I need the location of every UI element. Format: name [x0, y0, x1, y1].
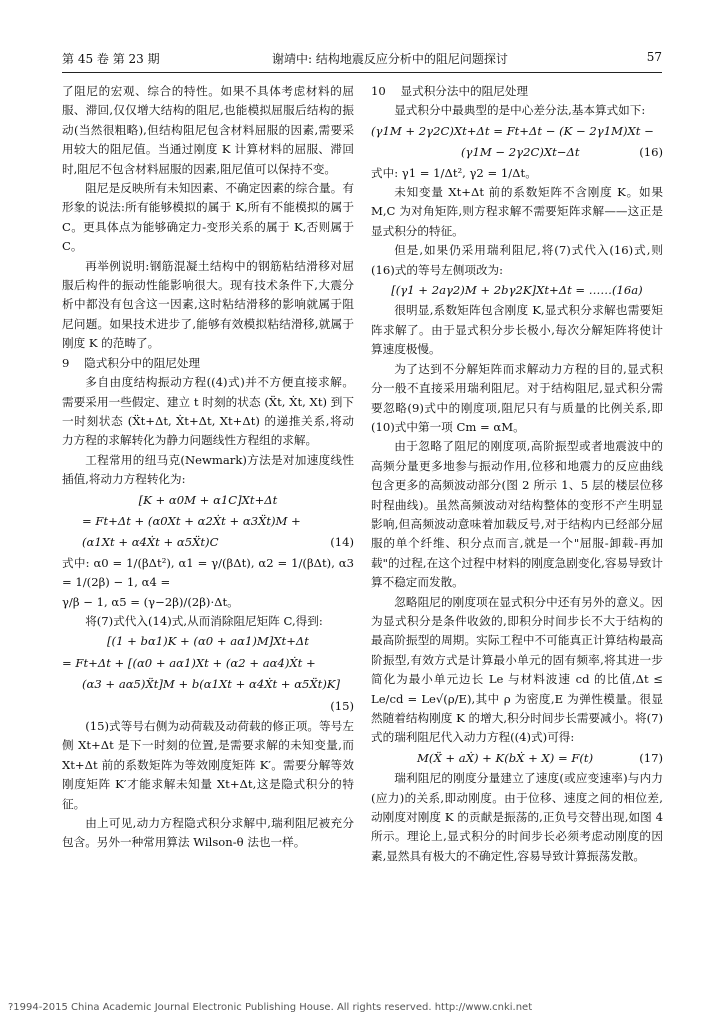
section-title: 隐式积分中的阻尼处理 — [84, 355, 201, 370]
paragraph: 阻尼是反映所有未知因素、不确定因素的综合量。有形象的说法:所有能够模拟的属于 K,所有不能模拟的属于 C。更具体点为能够确定力-变形关系的属于 K,否则属于 C。 — [62, 181, 354, 254]
equation-14-line2: = Ft+Δt + (α0Xt + α2Ẋt + α3Ẍt)M + — [82, 513, 301, 528]
equation-number: (16) — [639, 145, 663, 160]
equation-16a: [(γ1 + 2aγ2)M + 2bγ2K]Xt+Δt = ……(16a) — [391, 283, 643, 298]
paragraph: 式中: γ1 = 1/Δt², γ2 = 1/Δt。 — [371, 165, 537, 180]
paragraph: 由上可见,动力方程隐式积分求解中,瑞利阻尼被充分包含。另外一种常用算法 Wilson-θ 法也一样。 — [62, 816, 354, 850]
equation-16-line1: (γ1M + 2γ2C)Xt+Δt = Ft+Δt − (K − 2γ1M)Xt − — [371, 123, 654, 138]
journal-issue: 第 45 卷 第 23 期 — [62, 52, 160, 66]
left-column — [62, 82, 354, 853]
section-heading-9 — [62, 354, 354, 373]
page-header — [62, 50, 662, 70]
paragraph: 再举例说明:钢筋混凝土结构中的钢筋粘结滑移对屈服后构件的振动性能影响很大。现有技术条件下,大震分析中都没有包含这一因素,这时粘结滑移的影响就属于阻尼问题。如果技术进步了,能够有效模拟粘结滑移,就属于刚度 K 的范畴了。 — [62, 258, 354, 351]
equation-15-line3: (α3 + aα5)Ẍt]M + b(α1Xt + α4Ẋt + α5Ẍt)K] — [82, 677, 341, 692]
copyright-footer: ?1994-2015 China Academic Journal Electronic Publishing House. All rights reserved. http://www.cnki.net — [8, 1002, 533, 1013]
section-heading-10 — [371, 82, 663, 101]
paragraph: 式中: α0 = 1/(βΔt²), α1 = γ/(βΔt), α2 = 1/(βΔt), α3 = 1/(2β) − 1, α4 = — [62, 555, 354, 590]
paragraph: 瑞利阻尼的刚度分量建立了速度(或应变速率)与内力(应力)的关系,即动刚度。由于位移、速度之间的相位差,动刚度对刚度 K 的贡献是振荡的,正负号交替出现,如图 4 所示。理论上,显式积分的时间步长必须考虑动刚度的因素,显然具有极大的不确定性,容易导致计算振荡发散。 — [371, 771, 663, 863]
paragraph: 由于忽略了阻尼的刚度项,高阶振型或者地震波中的高频分量更多地参与振动作用,位移和地震力的反应曲线包含更多的高频波动部分(图 2 所示 1、5 层的楼层位移时程曲线)。虽然高频波动对结构整体的变形不产生明显影响,但高频波动意味着加载反号,对于结构内已经部分屈服的单个纤维、积分点而言,就是一个"屈服-卸载-再加载"的过程,在这个过程中材料的刚度急剧变化,容易导致计算不稳定而发散。 — [371, 439, 663, 590]
equation-14-line1: [K + α0M + α1C]Xt+Δt — [138, 492, 278, 507]
paragraph: (15)式等号右侧为动荷载及动荷载的修正项。等号左侧 Xt+Δt 是下一时刻的位置,是需要求解的未知变量,而 Xt+Δt 前的系数矩阵为等效刚度矩阵 K′。需要分解等效刚度矩阵 K′才能求解未知量 Xt+Δt,这是隐式积分的特征。 — [62, 719, 354, 811]
section-number: 9 — [62, 355, 70, 370]
equation-16-line2 — [371, 142, 663, 163]
equation-17 — [371, 748, 663, 769]
paragraph: γ/β − 1, α5 = (γ−2β)/(2β)·Δt。 — [62, 594, 239, 609]
equation-number: (14) — [330, 535, 354, 550]
equation-text: (γ1M − 2γ2C)Xt−Δt — [461, 145, 580, 160]
paragraph: 忽略阻尼的刚度项在显式积分中还有另外的意义。因为显式积分是条件收敛的,即积分时间步长不大于结构的最高阶振型的周期。实际工程中不可能真正计算结构最高阶振型,有效方式是计算最小单元的固有频率,将其进一步简化为最小单元边长 Le 与材料波速 cd 的比值,Δt ≤ Le/cd = Le√(ρ/E),其中 ρ 为密度,E 为弹性模量。很显然随着结构刚度 K 的增大,积分时间步长需要减小。将(7)式的瑞利阻尼代入动力方程((4)式)可得: — [371, 594, 663, 745]
equation-number: (17) — [639, 750, 663, 765]
equation-text: M(Ẍ + aẊ) + K(bẊ + X) = F(t) — [417, 750, 594, 765]
article-running-title: 谢靖中: 结构地震反应分析中的阻尼问题探讨 — [272, 52, 508, 66]
paragraph: 多自由度结构振动方程((4)式)并不方便直接求解。需要采用一些假定、建立 t 时刻的状态 (Ẍt, Ẋt, Xt) 到下一时刻状态 (Ẍt+Δt, Ẋt+Δt, Xt+Δt) 的递推关系,将动力方程的求解转化为静力问题线性方程组的求解。 — [62, 375, 354, 448]
equation-15-line1: [(1 + bα1)K + (α0 + aα1)M]Xt+Δt — [107, 634, 309, 649]
header-rule — [62, 72, 662, 73]
paragraph: 但是,如果仍采用瑞利阻尼,将(7)式代入(16)式,则(16)式的等号左侧项改为: — [371, 243, 663, 277]
right-column — [371, 82, 663, 866]
equation-text: (α1Xt + α4Ẋt + α5Ẍt)C — [82, 535, 219, 550]
section-number: 10 — [371, 84, 386, 98]
paragraph: 为了达到不分解矩阵而求解动力方程的目的,显式积分一般不直接采用瑞利阻尼。对于结构阻尼,显式积分需要忽略(9)式中的刚度项,阻尼只有与质量的比例关系,即(10)式中第一项 Cm = αM。 — [371, 361, 663, 434]
section-title: 显式积分法中的阻尼处理 — [400, 84, 529, 98]
equation-number: (15) — [330, 698, 354, 713]
equation-14-line3 — [62, 532, 354, 553]
page-number: 57 — [646, 50, 662, 64]
paragraph: 工程常用的纽马克(Newmark)方法是对加速度线性插值,将动力方程转化为: — [62, 452, 354, 487]
paragraph: 很明显,系数矩阵包含刚度 K,显式积分求解也需要矩阵求解了。由于显式积分步长极小,每次分解矩阵将使计算速度极慢。 — [371, 303, 663, 357]
paragraph: 将(7)式代入(14)式,从而消除阻尼矩阵 C,得到: — [85, 613, 323, 628]
paragraph: 了阻尼的宏观、综合的特性。如果不具体考虑材料的屈服、滞回,仅仅增大结构的阻尼,也能模拟屈服后结构的振动(当然很粗略),但结构阻尼包含材料屈服的因素,需要采用较大的阻尼值。当通过刚度 K 计算材料的屈服、滞回时,阻尼不包含材料屈服的因素,阻尼值可以保持不变。 — [62, 84, 354, 176]
equation-15-line2: = Ft+Δt + [(α0 + aα1)Xt + (α2 + aα4)Ẋt + — [62, 655, 316, 670]
paragraph: 未知变量 Xt+Δt 前的系数矩阵不含刚度 K。如果 M,C 为对角矩阵,则方程求解不需要矩阵求解——这正是显式积分的特征。 — [371, 185, 663, 238]
paragraph: 显式积分中最典型的是中心差分法,基本算式如下: — [394, 103, 646, 118]
